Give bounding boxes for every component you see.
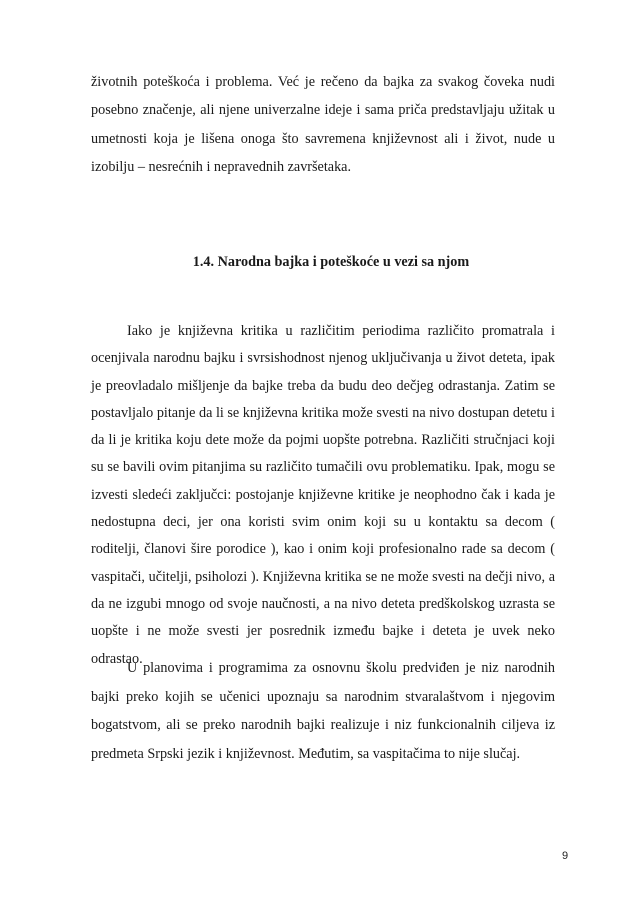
last-paragraph (91, 640, 555, 782)
paragraph-1-text: Iako je književna kritika u različitim periodima različito promatrala i ocenjivala narodnu bajku i svrsishodnost njenog uključivanja u život deteta, ipak je preovladalo mišljenje da bajke treba da budu deo dečjeg odrastanja. Zatim se postavljalo pitanje da li se književna kritika može svesti na nivo dostupan detetu i da li je kritika koju dete može da pojmi uopšte potrebna. Različiti stručnjaci koji su se bavili ovim pitanjima su različito tumačili ovu problematiku. Ipak, mogu se izvesti sledeći zaključci: postojanje književne kritike je neophodno čak i kada je nedostupna deci, jer ona koristi svim onim koji su u kontaktu sa decom ( roditelji, članovi šire porodice ), kao i onim koji profesionalno rade sa decom ( vaspitači, učitelji, psiholozi ). Književna kritika se ne može svesti na dečji nivo, a da ne izgubi mnogo od svoje naučnosti, a na nivo deteta predškolskog uzrasta se uopšte i ne može svesti jer posrednik između bajke i deteta je uvek neko odrastao. (91, 323, 555, 667)
paragraph-continued-text: životnih poteškoća i problema. Već je rečeno da bajka za svakog čoveka nudi posebno značenje, ali njene univerzalne ideje i sama priča predstavljaju užitak u umetnosti koja je lišena onoga što savremena književnost ali i život, nude u izobilju – nesrećnih i nepravednih završetaka. (91, 74, 555, 176)
section-heading: 1.4. Narodna bajka i poteškoće u vezi sa njom (192, 254, 470, 270)
continued-paragraph (91, 68, 555, 182)
page-number: 9 (562, 850, 569, 862)
main-paragraph (91, 318, 555, 673)
paragraph-2-text: U planovima i programima za osnovnu školu predviđen je niz narodnih bajki preko kojih se učenici upoznaju sa narodnim stvaralaštvom i njegovim bogatstvom, ali se preko narodnih bajki realizuje i niz funkcionalnih ciljeva iz predmeta Srpski jezik i književnost. Međutim, sa vaspitačima to nije slučaj. (91, 660, 555, 762)
